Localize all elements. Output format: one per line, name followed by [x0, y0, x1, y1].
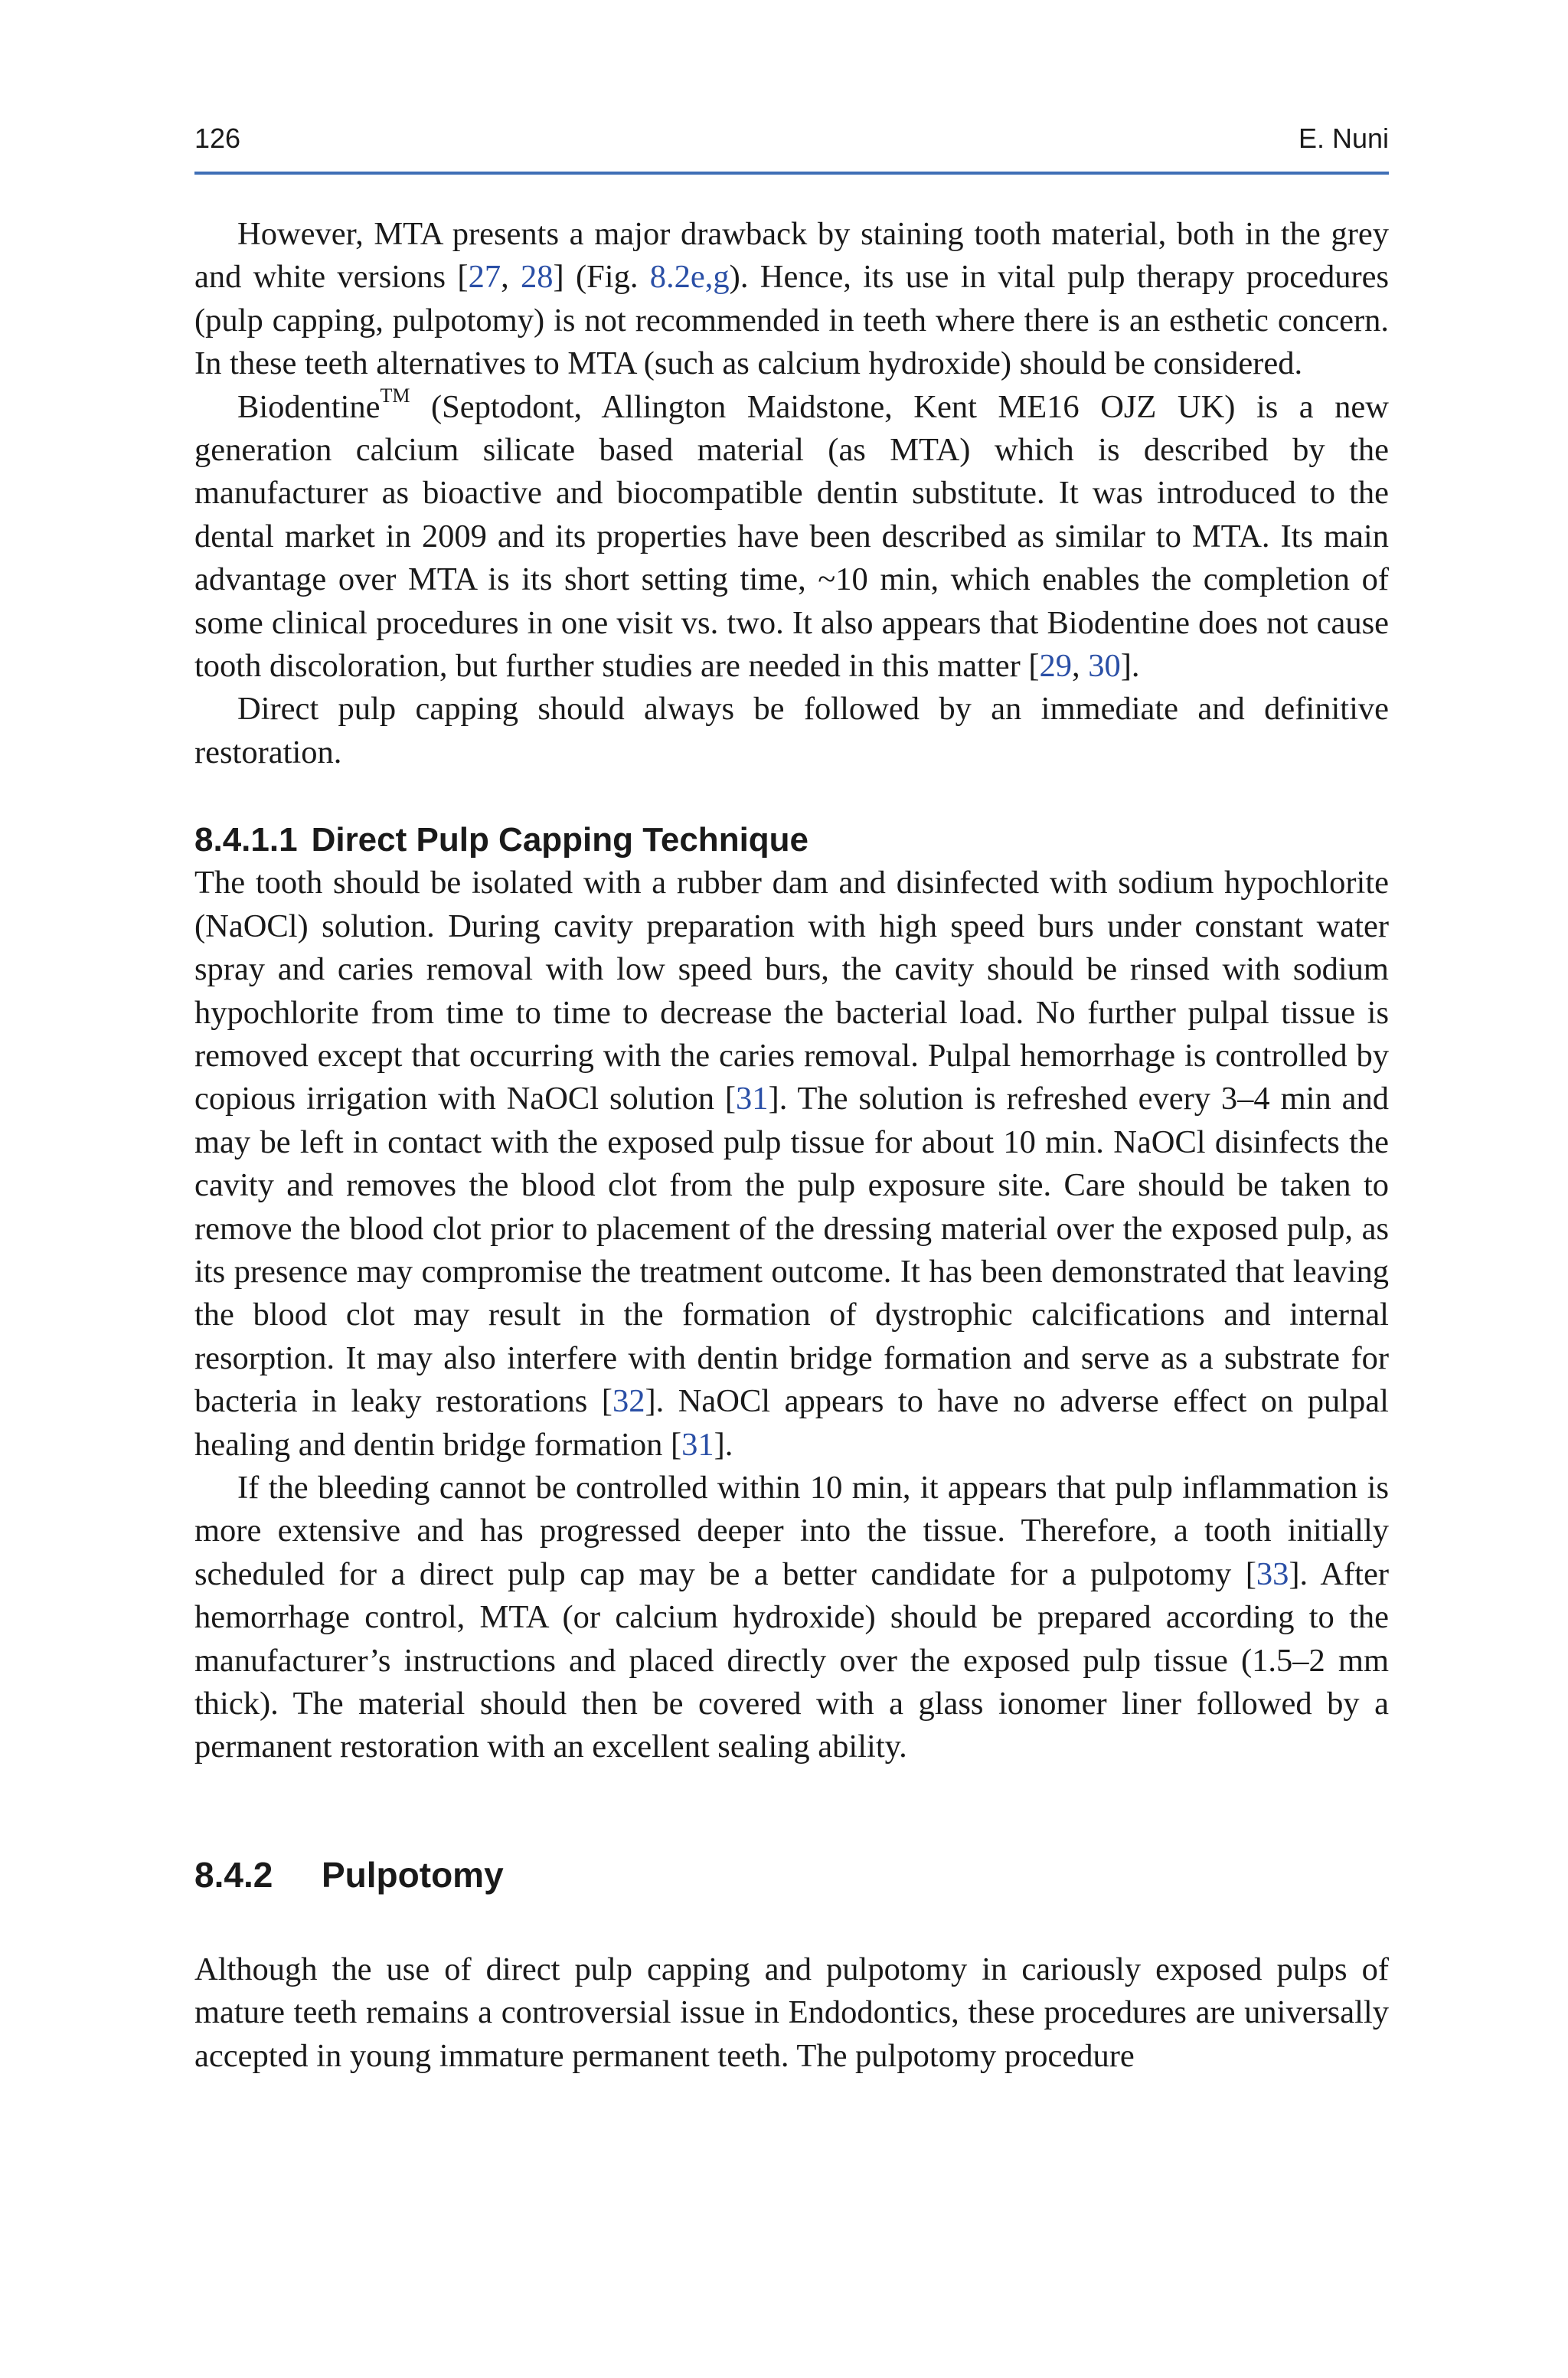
running-head-author: E. Nuni	[1298, 123, 1389, 154]
citation-link[interactable]: 30	[1088, 648, 1121, 685]
citation-link[interactable]: 29	[1039, 648, 1073, 685]
paragraph-restoration	[194, 688, 1389, 774]
citation-link[interactable]: 32	[612, 1383, 645, 1420]
text-span: The tooth should be isolated with a rubber dam and disinfected with sodium hypochlorite (NaOCl) solution. During cavity preparation with high speed burs under constant water spray and caries removal with low speed burs, the cavity should be rinsed with sodium hypochlorite from time to time to decrease the bacterial load. No further pulpal tissue is removed except that occurring with the caries removal. Pulpal hemorrhage is controlled by copious irrigation with NaOCl solution [	[194, 865, 1389, 1117]
text-span: ].	[714, 1426, 733, 1463]
text-span: Direct pulp capping should always be followed by an immediate and definitive restoration.	[194, 691, 1389, 770]
text-span: However, MTA presents a major drawback by staining tooth material, both in the grey and white versions [	[194, 216, 1389, 296]
text-span: ,	[1072, 648, 1089, 685]
citation-link[interactable]: 28	[521, 259, 554, 296]
text-span: Biodentine	[237, 388, 381, 425]
text-span: If the bleeding cannot be controlled within 10 min, it appears that pulp inflammation is more extensive and has progressed deeper into the tissue. Therefore, a tooth initially scheduled for a direct pulp cap may be a better candidate for a pulpotomy [	[194, 1469, 1389, 1592]
text-span: ] (Fig.	[553, 259, 650, 296]
text-span: ]. The solution is refreshed every 3–4 min and may be left in contact with the exposed pulp tissue for about 10 min. NaOCl disinfects the cavity and removes the blood clot from the pulp exposure site. Care should be taken to remove the blood clot prior to placement of the dressing material over the exposed pulp, as its presence may compromise the treatment outcome. It has been demonstrated that leaving the blood clot may result in the formation of dystrophic calcifications and internal resorption. It may also interfere with dentin bridge formation and serve as a substrate for bacteria in leaky restorations [	[194, 1081, 1389, 1420]
heading-pulpotomy	[194, 1853, 1389, 1896]
text-span: ]. After hemorrhage control, MTA (or calcium hydroxide) should be prepared according to the manufacturer’s instructions and placed directly over the exposed pulp tissue (1.5–2 mm thick). The material should then be covered with a glass ionomer liner followed by a permanent restoration with an excellent sealing ability.	[194, 1555, 1389, 1765]
heading-number: 8.4.2	[194, 1854, 273, 1895]
heading-number: 8.4.1.1	[194, 821, 298, 859]
text-span: ]. NaOCl appears to have no adverse effect on pulpal healing and dentin bridge formation [	[194, 1383, 1389, 1463]
text-span: Although the use of direct pulp capping and pulpotomy in cariously exposed pulps of mature teeth remains a controversial issue in Endodontics, these procedures are universally accepted in young immature permanent teeth. The pulpotomy procedure	[194, 1951, 1389, 2074]
heading-title: Pulpotomy	[322, 1854, 504, 1895]
body-text	[194, 213, 1389, 2078]
page-number: 126	[194, 123, 241, 154]
citation-link[interactable]: 27	[468, 259, 501, 296]
text-span: ). Hence, its use in vital pulp therapy procedures (pulp capping, pulpotomy) is not recommended in teeth where there is an esthetic concern. In these teeth alternatives to MTA (such as calcium hydroxide) should be considered.	[194, 259, 1390, 382]
paragraph-bleeding-control	[194, 1467, 1389, 1769]
heading-direct-pulp-capping-technique	[194, 819, 1389, 862]
paragraph-technique	[194, 862, 1389, 1467]
text-span: ,	[501, 259, 521, 296]
heading-title: Direct Pulp Capping Technique	[311, 821, 809, 859]
text-span: (Septodont, Allington Maidstone, Kent ME16 OJZ UK) is a new generation calcium silicate based material (as MTA) which is described by the manufacturer as bioactive and biocompatible dentin substitute. It was introduced to the dental market in 2009 and its properties have been described as similar to MTA. Its main advantage over MTA is its short setting time, ~10 min, which enables the completion of some clinical procedures in one visit vs. two. It also appears that Biodentine does not cause tooth discoloration, but further studies are needed in this matter [	[194, 388, 1389, 685]
page-header	[194, 123, 1389, 176]
trademark-superscript: TM	[380, 384, 410, 407]
header-rule	[194, 172, 1389, 175]
paragraph-biodentine	[194, 386, 1389, 689]
citation-link[interactable]: 31	[681, 1426, 714, 1463]
figure-link[interactable]: 8.2e,g	[649, 259, 730, 296]
paragraph-pulpotomy-intro	[194, 1948, 1389, 2078]
paragraph-mta-staining	[194, 213, 1389, 386]
text-span: ].	[1120, 648, 1140, 685]
citation-link[interactable]: 33	[1256, 1555, 1289, 1592]
citation-link[interactable]: 31	[736, 1081, 769, 1117]
